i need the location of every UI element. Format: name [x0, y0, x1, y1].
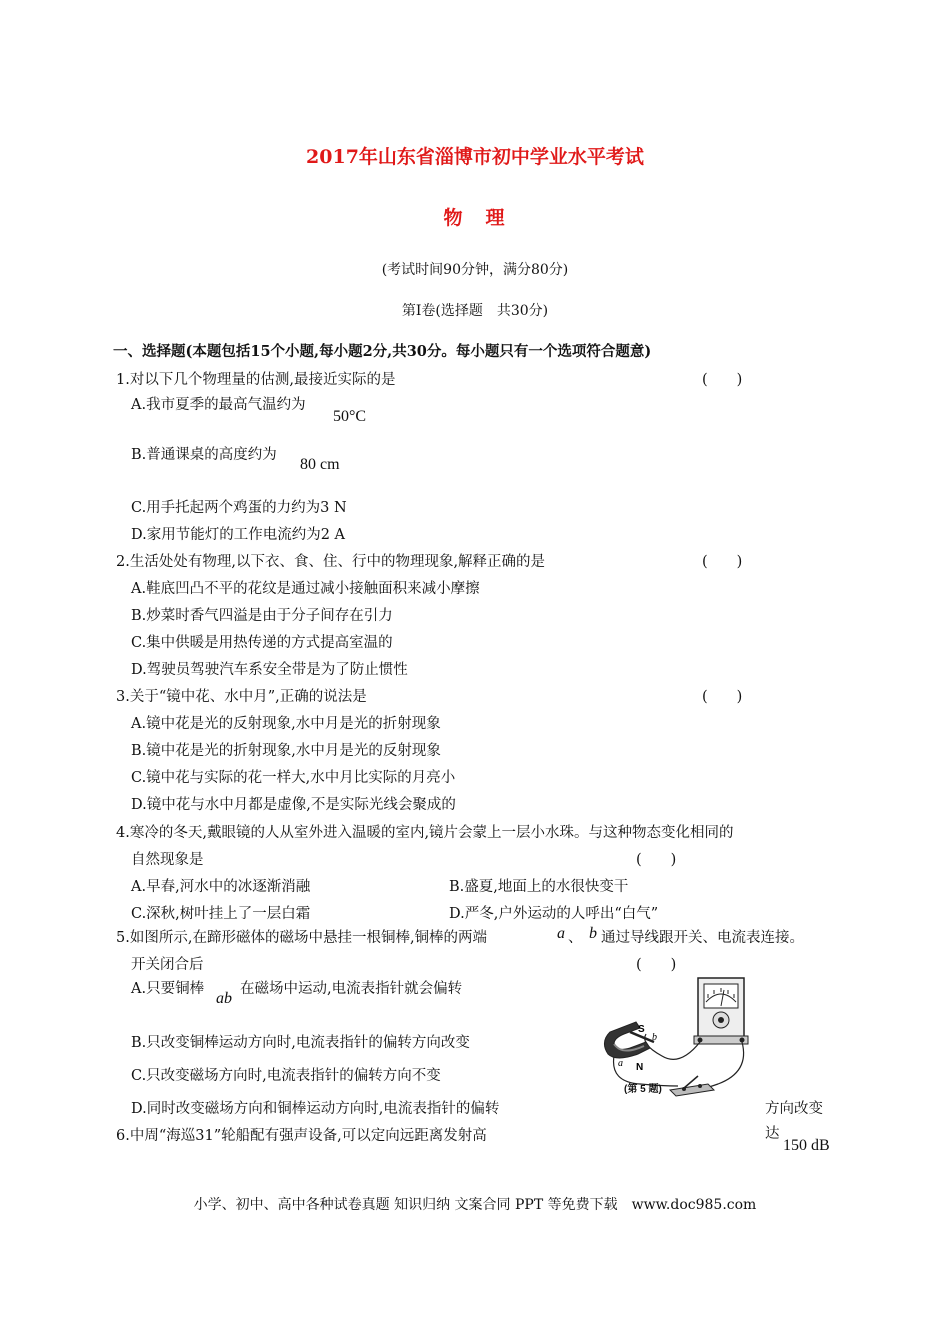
question-6-formula: 150 dB	[783, 1137, 830, 1154]
var-separator: 、	[568, 930, 583, 946]
q5-option-a-tail: 在磁场中运动,电流表指针就会偏转	[240, 981, 463, 997]
question-4-stem-cont: 自然现象是	[131, 852, 204, 868]
question-5-stem: 5.如图所示,在蹄形磁体的磁场中悬挂一根铜棒,铜棒的两端	[116, 930, 488, 946]
var-a: a	[557, 925, 565, 942]
exam-info: (考试时间90分钟，满分80分)	[381, 262, 569, 278]
q2-option-d: D.驾驶员驾驶汽车系安全带是为了防止惯性	[131, 662, 408, 678]
label-s: S	[638, 1024, 645, 1035]
q5-option-d: D.同时改变磁场方向和铜棒运动方向时,电流表指针的偏转	[131, 1101, 500, 1117]
var-b: b	[589, 925, 597, 942]
question-5-stem-tail: 通过导线跟开关、电流表连接。	[601, 930, 804, 946]
answer-paren-1: ( )	[702, 372, 743, 388]
label-n: N	[636, 1062, 644, 1073]
question-3-stem: 3.关于“镜中花、水中月”,正确的说法是	[116, 689, 367, 705]
q4-option-c: C.深秋,树叶挂上了一层白霜	[131, 906, 311, 922]
q3-option-b: B.镜中花是光的折射现象,水中月是光的反射现象	[131, 743, 441, 759]
answer-paren-4: ( )	[636, 852, 677, 868]
question-4-stem: 4.寒冷的冬天,戴眼镜的人从室外进入温暖的室内,镜片会蒙上一层小水珠。与这种物态变化相同的	[116, 825, 734, 841]
question-1-stem: 1.对以下几个物理量的估测,最接近实际的是	[116, 372, 396, 388]
answer-paren-2: ( )	[702, 554, 743, 570]
page-footer: 小学、初中、高中各种试卷真题 知识归纳 文案合同 PPT 等免费下载 www.doc985.com	[193, 1197, 757, 1213]
q5-option-a-formula: ab	[216, 990, 232, 1007]
exam-title: 2017年山东省淄博市初中学业水平考试	[306, 146, 644, 168]
question-6-stem: 6.中周“海巡31”轮船配有强声设备,可以定向远距离发射高	[116, 1128, 487, 1144]
section-heading: 一、选择题(本题包括15个小题,每小题2分,共30分。每小题只有一个选项符合题意)	[113, 343, 652, 360]
q4-option-b: B.盛夏,地面上的水很快变干	[449, 879, 629, 895]
q1-option-a: A.我市夏季的最高气温约为	[131, 397, 306, 413]
q5-option-c: C.只改变磁场方向时,电流表指针的偏转方向不变	[131, 1068, 441, 1084]
q5-option-b: B.只改变铜棒运动方向时,电流表指针的偏转方向改变	[131, 1035, 470, 1051]
q1-option-c: C.用手托起两个鸡蛋的力约为3 N	[131, 500, 347, 516]
q5-option-d-tail: 方向改变	[765, 1101, 823, 1117]
question-5-stem-cont: 开关闭合后	[131, 957, 204, 973]
q3-option-a: A.镜中花是光的反射现象,水中月是光的折射现象	[131, 716, 441, 732]
question-2-stem: 2.生活处处有物理,以下衣、食、住、行中的物理现象,解释正确的是	[116, 554, 546, 570]
subject-title: 物 理	[443, 207, 507, 229]
q1-option-b-formula: 80 cm	[300, 456, 340, 473]
q2-option-c: C.集中供暖是用热传递的方式提高室温的	[131, 635, 393, 651]
q2-option-b: B.炒菜时香气四溢是由于分子间存在引力	[131, 608, 393, 624]
volume-label: 第Ⅰ卷(选择题 共30分)	[401, 303, 549, 319]
q1-option-b: B.普通课桌的高度约为	[131, 447, 277, 463]
q3-option-d: D.镜中花与水中月都是虚像,不是实际光线会聚成的	[131, 797, 456, 813]
q3-option-c: C.镜中花与实际的花一样大,水中月比实际的月亮小	[131, 770, 456, 786]
answer-paren-5: ( )	[636, 957, 677, 973]
question-6-tail: 达	[765, 1126, 780, 1142]
figure-q5	[600, 972, 770, 1107]
q5-option-a: A.只要铜棒	[131, 981, 205, 997]
q4-option-d: D.严冬,户外运动的人呼出“白气”	[449, 906, 659, 922]
q1-option-a-formula: 50°C	[333, 408, 367, 425]
q2-option-a: A.鞋底凹凸不平的花纹是通过减小接触面积来减小摩擦	[131, 581, 480, 597]
q4-option-a: A.早春,河水中的冰逐渐消融	[131, 879, 311, 895]
figure-caption: (第 5 题)	[624, 1084, 662, 1095]
label-a: a	[618, 1058, 623, 1069]
label-b: b	[652, 1032, 657, 1043]
q1-option-d: D.家用节能灯的工作电流约为2 A	[131, 527, 346, 543]
answer-paren-3: ( )	[702, 689, 743, 705]
